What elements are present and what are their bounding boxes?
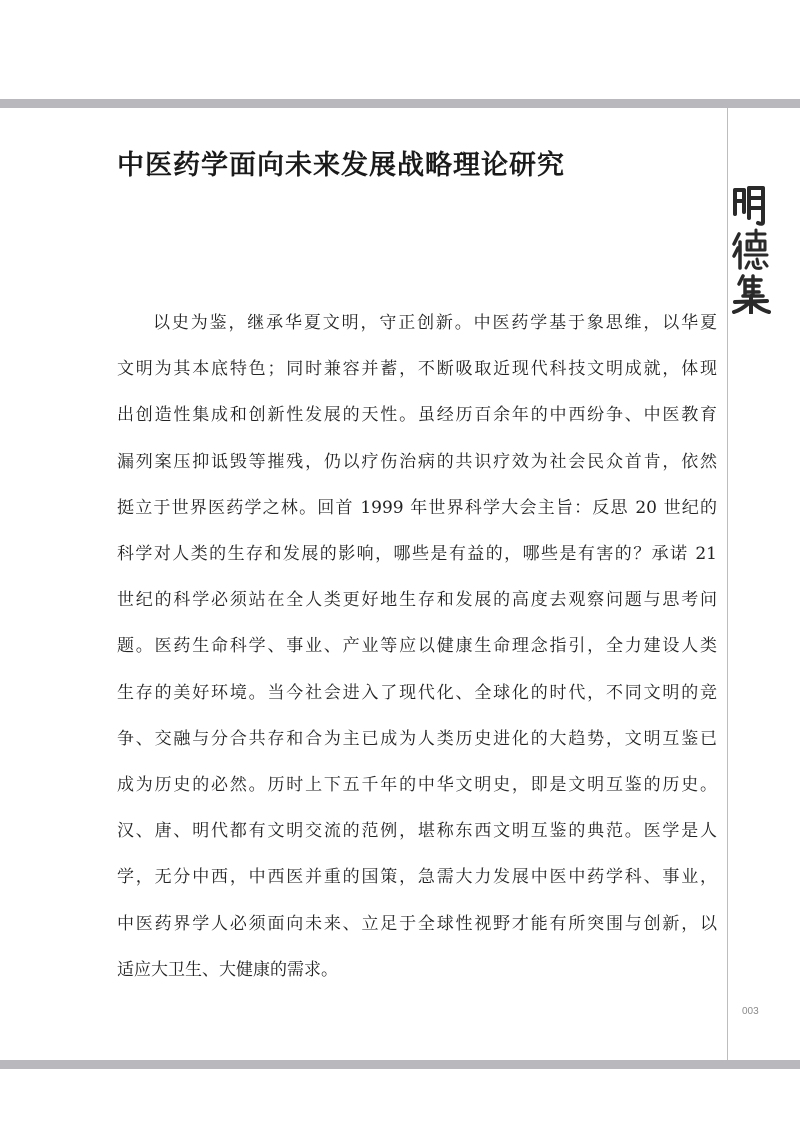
body-line: 文明为其本底特色；同时兼容并蓄，不断吸取近现代科技文明成就，体现 [117,359,717,380]
body-line: 争、交融与分合共存和合为主已成为人类历史进化的大趋势，文明互鉴已 [117,728,717,749]
body-line: 成为历史的必然。历时上下五千年的中华文明史，即是文明互鉴的历史。 [117,775,717,796]
body-line: 题。医药生命科学、事业、产业等应以健康生命理念指引，全力建设人类 [117,636,717,657]
page-number: 003 [742,1006,759,1017]
body-line: 学，无分中西，中西医并重的国策，急需大力发展中医中药学科、事业， [117,867,717,888]
bottom-rule [0,1060,800,1069]
collection-calligraphy-logo [731,184,771,314]
body-line: 汉、唐、明代都有文明交流的范例，堪称东西文明互鉴的典范。医学是人 [117,821,717,842]
body-line: 以史为鉴，继承华夏文明，守正创新。中医药学基于象思维，以华夏 [153,313,717,333]
body-line: 世纪的科学必须站在全人类更好地生存和发展的高度去观察问题与思考问 [117,590,717,611]
margin-divider [727,108,728,1060]
top-rule [0,99,800,108]
body-line: 生存的美好环境。当今社会进入了现代化、全球化的时代，不同文明的竞 [117,682,717,703]
body-line: 中医药界学人必须面向未来、立足于全球性视野才能有所突围与创新，以 [117,913,717,934]
body-line: 出创造性集成和创新性发展的天性。虽经历百余年的中西纷争、中医教育 [117,405,717,426]
body-line: 挺立于世界医药学之林。回首 1999 年世界科学大会主旨：反思 20 世纪的 [117,497,717,518]
body-paragraph [117,300,717,993]
body-line: 科学对人类的生存和发展的影响，哪些是有益的，哪些是有害的？承诺 21 [117,544,717,565]
page-title: 中医药学面向未来发展战略理论研究 [117,150,565,181]
body-line: 漏列案压抑诋毁等摧残，仍以疗伤治病的共识疗效为社会民众首肯，依然 [117,451,717,472]
body-line: 适应大卫生、大健康的需求。 [117,959,338,980]
